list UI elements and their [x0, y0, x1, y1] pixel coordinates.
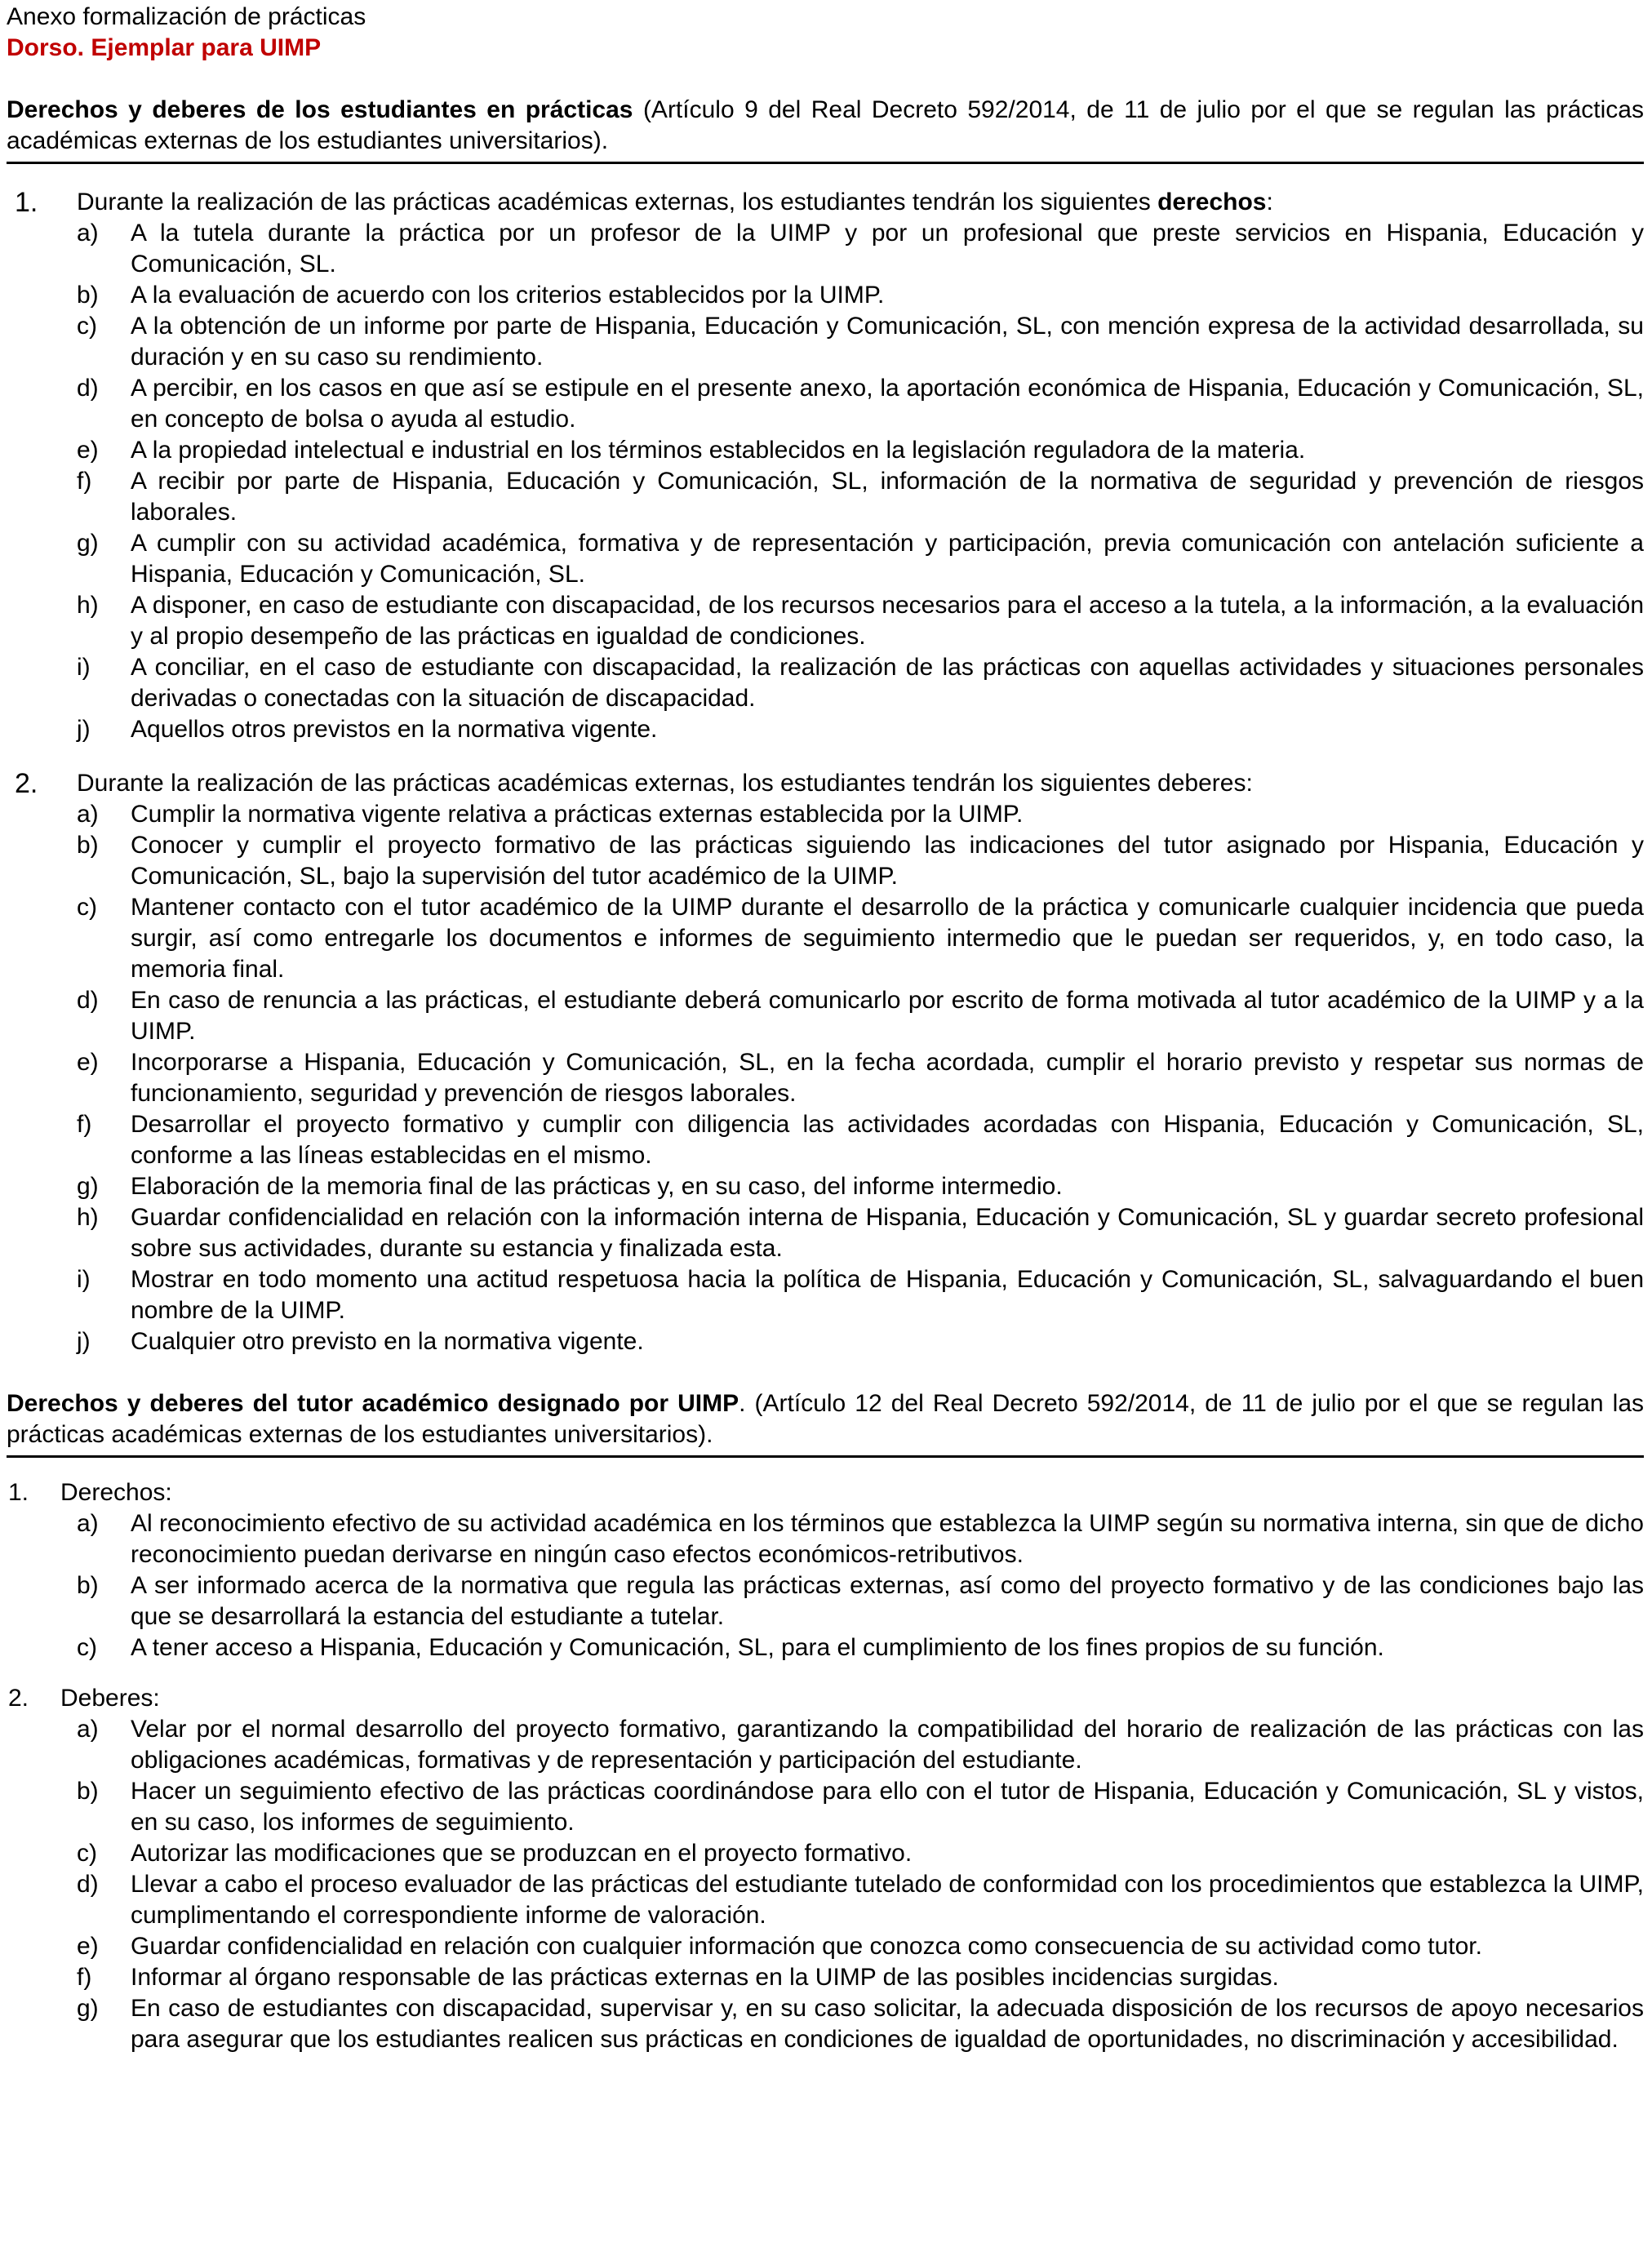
- list-item: d) En caso de renuncia a las prácticas, el estudiante deberá comunicarlo por escrito de forma motivada al tutor académico de la UIMP y a la UIMP.: [77, 987, 1644, 1045]
- list-item: d) A percibir, en los casos en que así se estipule en el presente anexo, la aportación económica de Hispania, Educación y Comunicación, SL, en concepto de bolsa o ayuda al estudio.: [77, 375, 1644, 433]
- list-item: g) Elaboración de la memoria final de las prácticas y, en su caso, del informe intermedio.: [77, 1173, 1063, 1200]
- list-item: a) Cumplir la normativa vigente relativa a prácticas externas establecida por la UIMP.: [77, 801, 1024, 828]
- list-item: j) Aquellos otros previstos en la normativa vigente.: [77, 716, 658, 743]
- list-item: e) Incorporarse a Hispania, Educación y Comunicación, SL, en la fecha acordada, cumplir el horario previsto y respetar sus normas de funcionamiento, seguridad y prevención de riesgos laborales.: [77, 1049, 1644, 1107]
- students-duties-intro: Durante la realización de las prácticas académicas externas, los estudiantes tendrán los siguientes deberes:: [77, 770, 1253, 797]
- document-page: [0, 2, 1652, 2265]
- students-section-title-rest: (Artículo 9 del Real Decreto 592/2014, de 11 de julio por el que se regulan las prácticas académicas externas de los estudiantes universitarios).: [7, 96, 1644, 154]
- students-duties-heading: [7, 768, 1644, 799]
- list-item: b) Hacer un seguimiento efectivo de las prácticas coordinándose para ello con el tutor de Hispania, Educación y Comunicación, SL y vistos, en su caso, los informes de seguimiento.: [77, 1778, 1644, 1836]
- list-item: c) Mantener contacto con el tutor académico de la UIMP durante el desarrollo de la práctica y comunicarle cualquier incidencia que pueda surgir, así como entregarle los documentos e informes de seguimiento intermedio que le puedan ser requeridos, y, en todo caso, la memoria final.: [77, 894, 1644, 983]
- tutor-duties-label: Deberes:: [60, 1685, 160, 1712]
- tutor-section-title: [7, 1388, 1644, 1458]
- list-item: i) A conciliar, en el caso de estudiante con discapacidad, la realización de las prácticas con aquellas actividades y situaciones personales derivadas o conectadas con la situación de discapacidad.: [77, 654, 1644, 712]
- list-item: b) A la evaluación de acuerdo con los criterios establecidos por la UIMP.: [77, 282, 885, 309]
- students-rights-intro: Durante la realización de las prácticas académicas externas, los estudiantes tendrán los siguientes derechos:: [77, 189, 1273, 215]
- list-item: a) A la tutela durante la práctica por un profesor de la UIMP y por un profesional que preste servicios en Hispania, Educación y Comunicación, SL.: [77, 220, 1644, 278]
- tutor-duties-list: [7, 1714, 1644, 2055]
- list-item: c) A la obtención de un informe por parte de Hispania, Educación y Comunicación, SL, con mención expresa de la actividad desarrollada, su duración y en su caso su rendimiento.: [77, 313, 1644, 371]
- students-rights-number: 1.: [15, 187, 38, 218]
- copy-subtitle: Dorso. Ejemplar para UIMP: [7, 34, 322, 61]
- list-item: g) En caso de estudiantes con discapacidad, supervisar y, en su caso solicitar, la adecuada disposición de los recursos de apoyo necesarios para asegurar que los estudiantes realicen sus prácticas en condiciones de igualdad de oportunidades, no discriminación y accesibilidad.: [77, 1995, 1644, 2053]
- tutor-rights-label: Derechos:: [60, 1479, 172, 1506]
- students-duties-number: 2.: [15, 768, 38, 799]
- annex-title: Anexo formalización de prácticas: [7, 3, 366, 30]
- list-item: e) Guardar confidencialidad en relación con cualquier información que conozca como consecuencia de su actividad como tutor.: [77, 1933, 1482, 1960]
- students-rights-heading: [7, 187, 1644, 218]
- list-item: b) Conocer y cumplir el proyecto formativo de las prácticas siguiendo las indicaciones del tutor asignado por Hispania, Educación y Comunicación, SL, bajo la supervisión del tutor académico de la UIMP.: [77, 832, 1644, 890]
- list-item: a) Velar por el normal desarrollo del proyecto formativo, garantizando la compatibilidad del horario de realización de las prácticas con las obligaciones académicas, formativas y de representación y participación del estudiante.: [77, 1716, 1644, 1774]
- tutor-rights-heading: [7, 1477, 1644, 1508]
- tutor-rights-list: [7, 1508, 1644, 1663]
- list-item: c) A tener acceso a Hispania, Educación y Comunicación, SL, para el cumplimiento de los fines propios de su función.: [77, 1634, 1384, 1661]
- list-item: b) A ser informado acerca de la normativa que regula las prácticas externas, así como del proyecto formativo y de las condiciones bajo las que se desarrollará la estancia del estudiante a tutelar.: [77, 1572, 1644, 1630]
- students-rights-list: [7, 218, 1644, 745]
- list-item: g) A cumplir con su actividad académica, formativa y de representación y participación, previa comunicación con antelación suficiente a Hispania, Educación y Comunicación, SL.: [77, 530, 1644, 588]
- tutor-rights-number: 1.: [8, 1479, 29, 1506]
- list-item: a) Al reconocimiento efectivo de su actividad académica en los términos que establezca la UIMP según su normativa interna, sin que de dicho reconocimiento puedan derivarse en ningún caso efectos económicos-retributivos.: [77, 1510, 1644, 1568]
- list-item: d) Llevar a cabo el proceso evaluador de las prácticas del estudiante tutelado de conformidad con los procedimientos que establezca la UIMP, cumplimentando el correspondiente informe de valoración.: [77, 1871, 1644, 1929]
- students-duties-list: [7, 799, 1644, 1357]
- tutor-duties-number: 2.: [8, 1685, 29, 1712]
- list-item: h) Guardar confidencialidad en relación con la información interna de Hispania, Educación y Comunicación, SL y guardar secreto profesional sobre sus actividades, durante su estancia y finalizada esta.: [77, 1204, 1644, 1262]
- list-item: j) Cualquier otro previsto en la normativa vigente.: [77, 1328, 644, 1355]
- students-section-title-bold: Derechos y deberes de los estudiantes en prácticas: [7, 96, 633, 123]
- list-item: f) Informar al órgano responsable de las prácticas externas en la UIMP de las posibles incidencias surgidas.: [77, 1964, 1279, 1991]
- list-item: f) A recibir por parte de Hispania, Educación y Comunicación, SL, información de la normativa de seguridad y prevención de riesgos laborales.: [77, 468, 1644, 526]
- list-item: f) Desarrollar el proyecto formativo y cumplir con diligencia las actividades acordadas con Hispania, Educación y Comunicación, SL, conforme a las líneas establecidas en el mismo.: [77, 1111, 1644, 1169]
- tutor-duties-heading: [7, 1683, 1644, 1714]
- tutor-section-title-rest: . (Artículo 12 del Real Decreto 592/2014, de 11 de julio por el que se regulan las prácticas académicas externas de los estudiantes universitarios).: [7, 1390, 1645, 1448]
- students-section-title: [7, 95, 1644, 164]
- list-item: h) A disponer, en caso de estudiante con discapacidad, de los recursos necesarios para el acceso a la tutela, a la información, a la evaluación y al propio desempeño de las prácticas en igualdad de condiciones.: [77, 592, 1644, 650]
- list-item: e) A la propiedad intelectual e industrial en los términos establecidos en la legislación reguladora de la materia.: [77, 437, 1306, 464]
- list-item: i) Mostrar en todo momento una actitud respetuosa hacia la política de Hispania, Educación y Comunicación, SL, salvaguardando el buen nombre de la UIMP.: [77, 1266, 1644, 1324]
- tutor-section-title-bold: Derechos y deberes del tutor académico designado por UIMP: [7, 1390, 739, 1417]
- list-item: c) Autorizar las modificaciones que se produzcan en el proyecto formativo.: [77, 1840, 913, 1867]
